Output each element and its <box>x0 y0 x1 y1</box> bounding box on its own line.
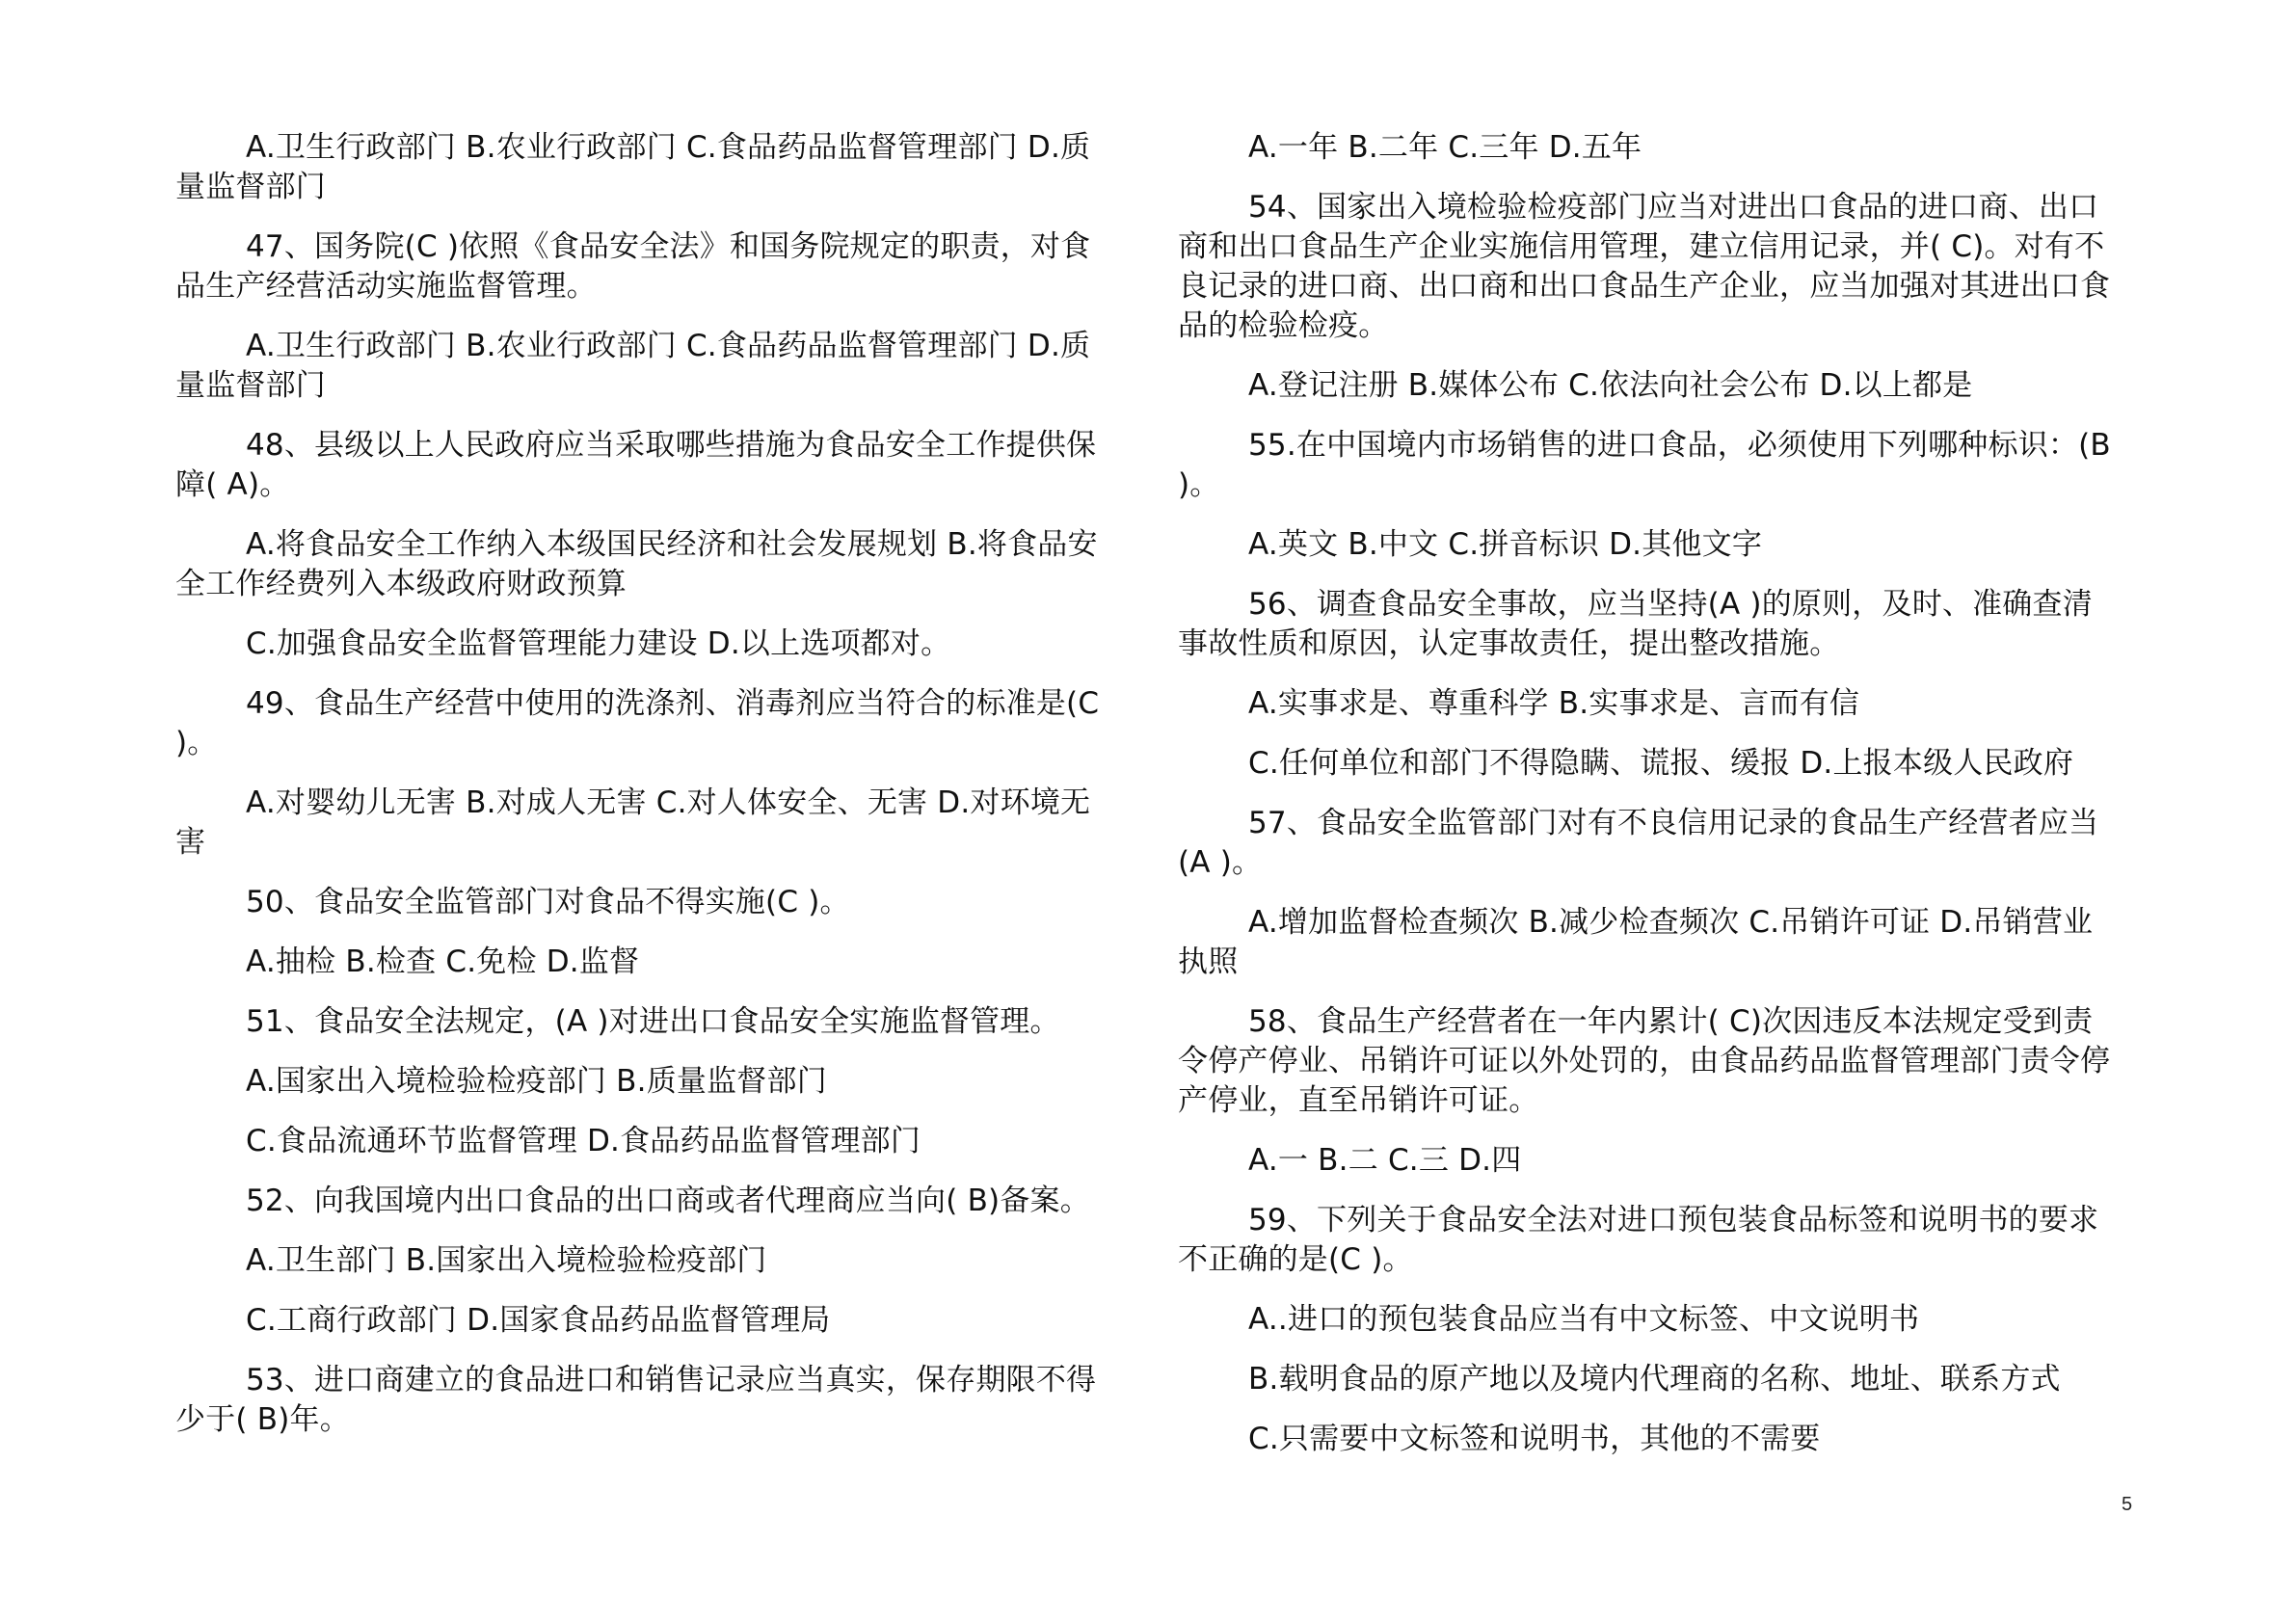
question-54: 54、国家出入境检验检疫部门应当对进出口食品的进口商、出口商和出口食品生产企业实施信用管理，建立信用记录，并( C)。对有不良记录的进口商、出口商和出口食品生产企业，应当加强对其进出口食品的检验检疫。 <box>1178 190 2111 343</box>
option-line: C.食品流通环节监督管理 D.食品药品监督管理部门 <box>246 1124 921 1158</box>
question-50: 50、食品安全监管部门对食品不得实施(C )。 <box>246 885 850 919</box>
option-line: A.一 B.二 C.三 D.四 <box>1248 1143 1522 1178</box>
page-number: 5 <box>2122 1494 2133 1515</box>
option-line: A.实事求是、尊重科学 B.实事求是、言而有信 <box>1248 686 1860 721</box>
question-58: 58、食品生产经营者在一年内累计( C)次因违反本法规定受到责令停产停业、吊销许可证以外处罚的，由食品药品监督管理部门责令停产停业，直至吊销许可证。 <box>1178 1004 2111 1118</box>
question-51: 51、食品安全法规定，(A )对进出口食品安全实施监督管理。 <box>246 1004 1060 1039</box>
option-line: A.登记注册 B.媒体公布 C.依法向社会公布 D.以上都是 <box>1248 368 1973 403</box>
option-line: A.一年 B.二年 C.三年 D.五年 <box>1248 130 1642 165</box>
question-55: 55.在中国境内市场销售的进口食品，必须使用下列哪种标识：(B )。 <box>1178 428 2111 502</box>
option-line: A.卫生行政部门 B.农业行政部门 C.食品药品监督管理部门 D.质量监督部门 <box>175 329 1091 403</box>
option-line: A.增加监督检查频次 B.减少检查频次 C.吊销许可证 D.吊销营业执照 <box>1178 905 2094 979</box>
option-line: A.卫生行政部门 B.农业行政部门 C.食品药品监督管理部门 D.质量监督部门 <box>175 130 1091 204</box>
option-line: C.工商行政部门 D.国家食品药品监督管理局 <box>246 1303 831 1338</box>
question-48: 48、县级以上人民政府应当采取哪些措施为食品安全工作提供保障( A)。 <box>175 428 1097 502</box>
option-line: C.加强食品安全监督管理能力建设 D.以上选项都对。 <box>246 626 951 661</box>
option-line: A.将食品安全工作纳入本级国民经济和社会发展规划 B.将食品安全工作经费列入本级政府财政预算 <box>175 527 1098 601</box>
question-47: 47、国务院(C )依照《食品安全法》和国务院规定的职责，对食品生产经营活动实施监督管理。 <box>175 229 1091 304</box>
question-53: 53、进口商建立的食品进口和销售记录应当真实，保存期限不得少于( B)年。 <box>175 1363 1097 1437</box>
right-column <box>1178 128 2122 1479</box>
option-line: A.抽检 B.检查 C.免检 D.监督 <box>246 945 640 979</box>
option-line: C.任何单位和部门不得隐瞒、谎报、缓报 D.上报本级人民政府 <box>1248 746 2074 781</box>
option-line: A.对婴幼儿无害 B.对成人无害 C.对人体安全、无害 D.对环境无害 <box>175 785 1091 860</box>
question-49: 49、食品生产经营中使用的洗涤剂、消毒剂应当符合的标准是(C )。 <box>175 686 1100 760</box>
option-line: B.载明食品的原产地以及境内代理商的名称、地址、联系方式 <box>1248 1362 2061 1397</box>
question-52: 52、向我国境内出口食品的出口商或者代理商应当向( B)备案。 <box>246 1184 1090 1218</box>
option-line: A..进口的预包装食品应当有中文标签、中文说明书 <box>1248 1302 1920 1337</box>
question-56: 56、调查食品安全事故，应当坚持(A )的原则，及时、准确查清事故性质和原因，认定事故责任，提出整改措施。 <box>1178 587 2093 661</box>
option-line: A.国家出入境检验检疫部门 B.质量监督部门 <box>246 1064 827 1099</box>
left-column <box>175 128 1120 1460</box>
option-line: A.英文 B.中文 C.拼音标识 D.其他文字 <box>1248 527 1763 562</box>
question-59: 59、下列关于食品安全法对进口预包装食品标签和说明书的要求不正确的是(C )。 <box>1178 1203 2099 1277</box>
option-line: A.卫生部门 B.国家出入境检验检疫部门 <box>246 1243 767 1278</box>
question-57: 57、食品安全监管部门对有不良信用记录的食品生产经营者应当(A )。 <box>1178 806 2099 880</box>
option-line: C.只需要中文标签和说明书，其他的不需要 <box>1248 1422 1821 1456</box>
